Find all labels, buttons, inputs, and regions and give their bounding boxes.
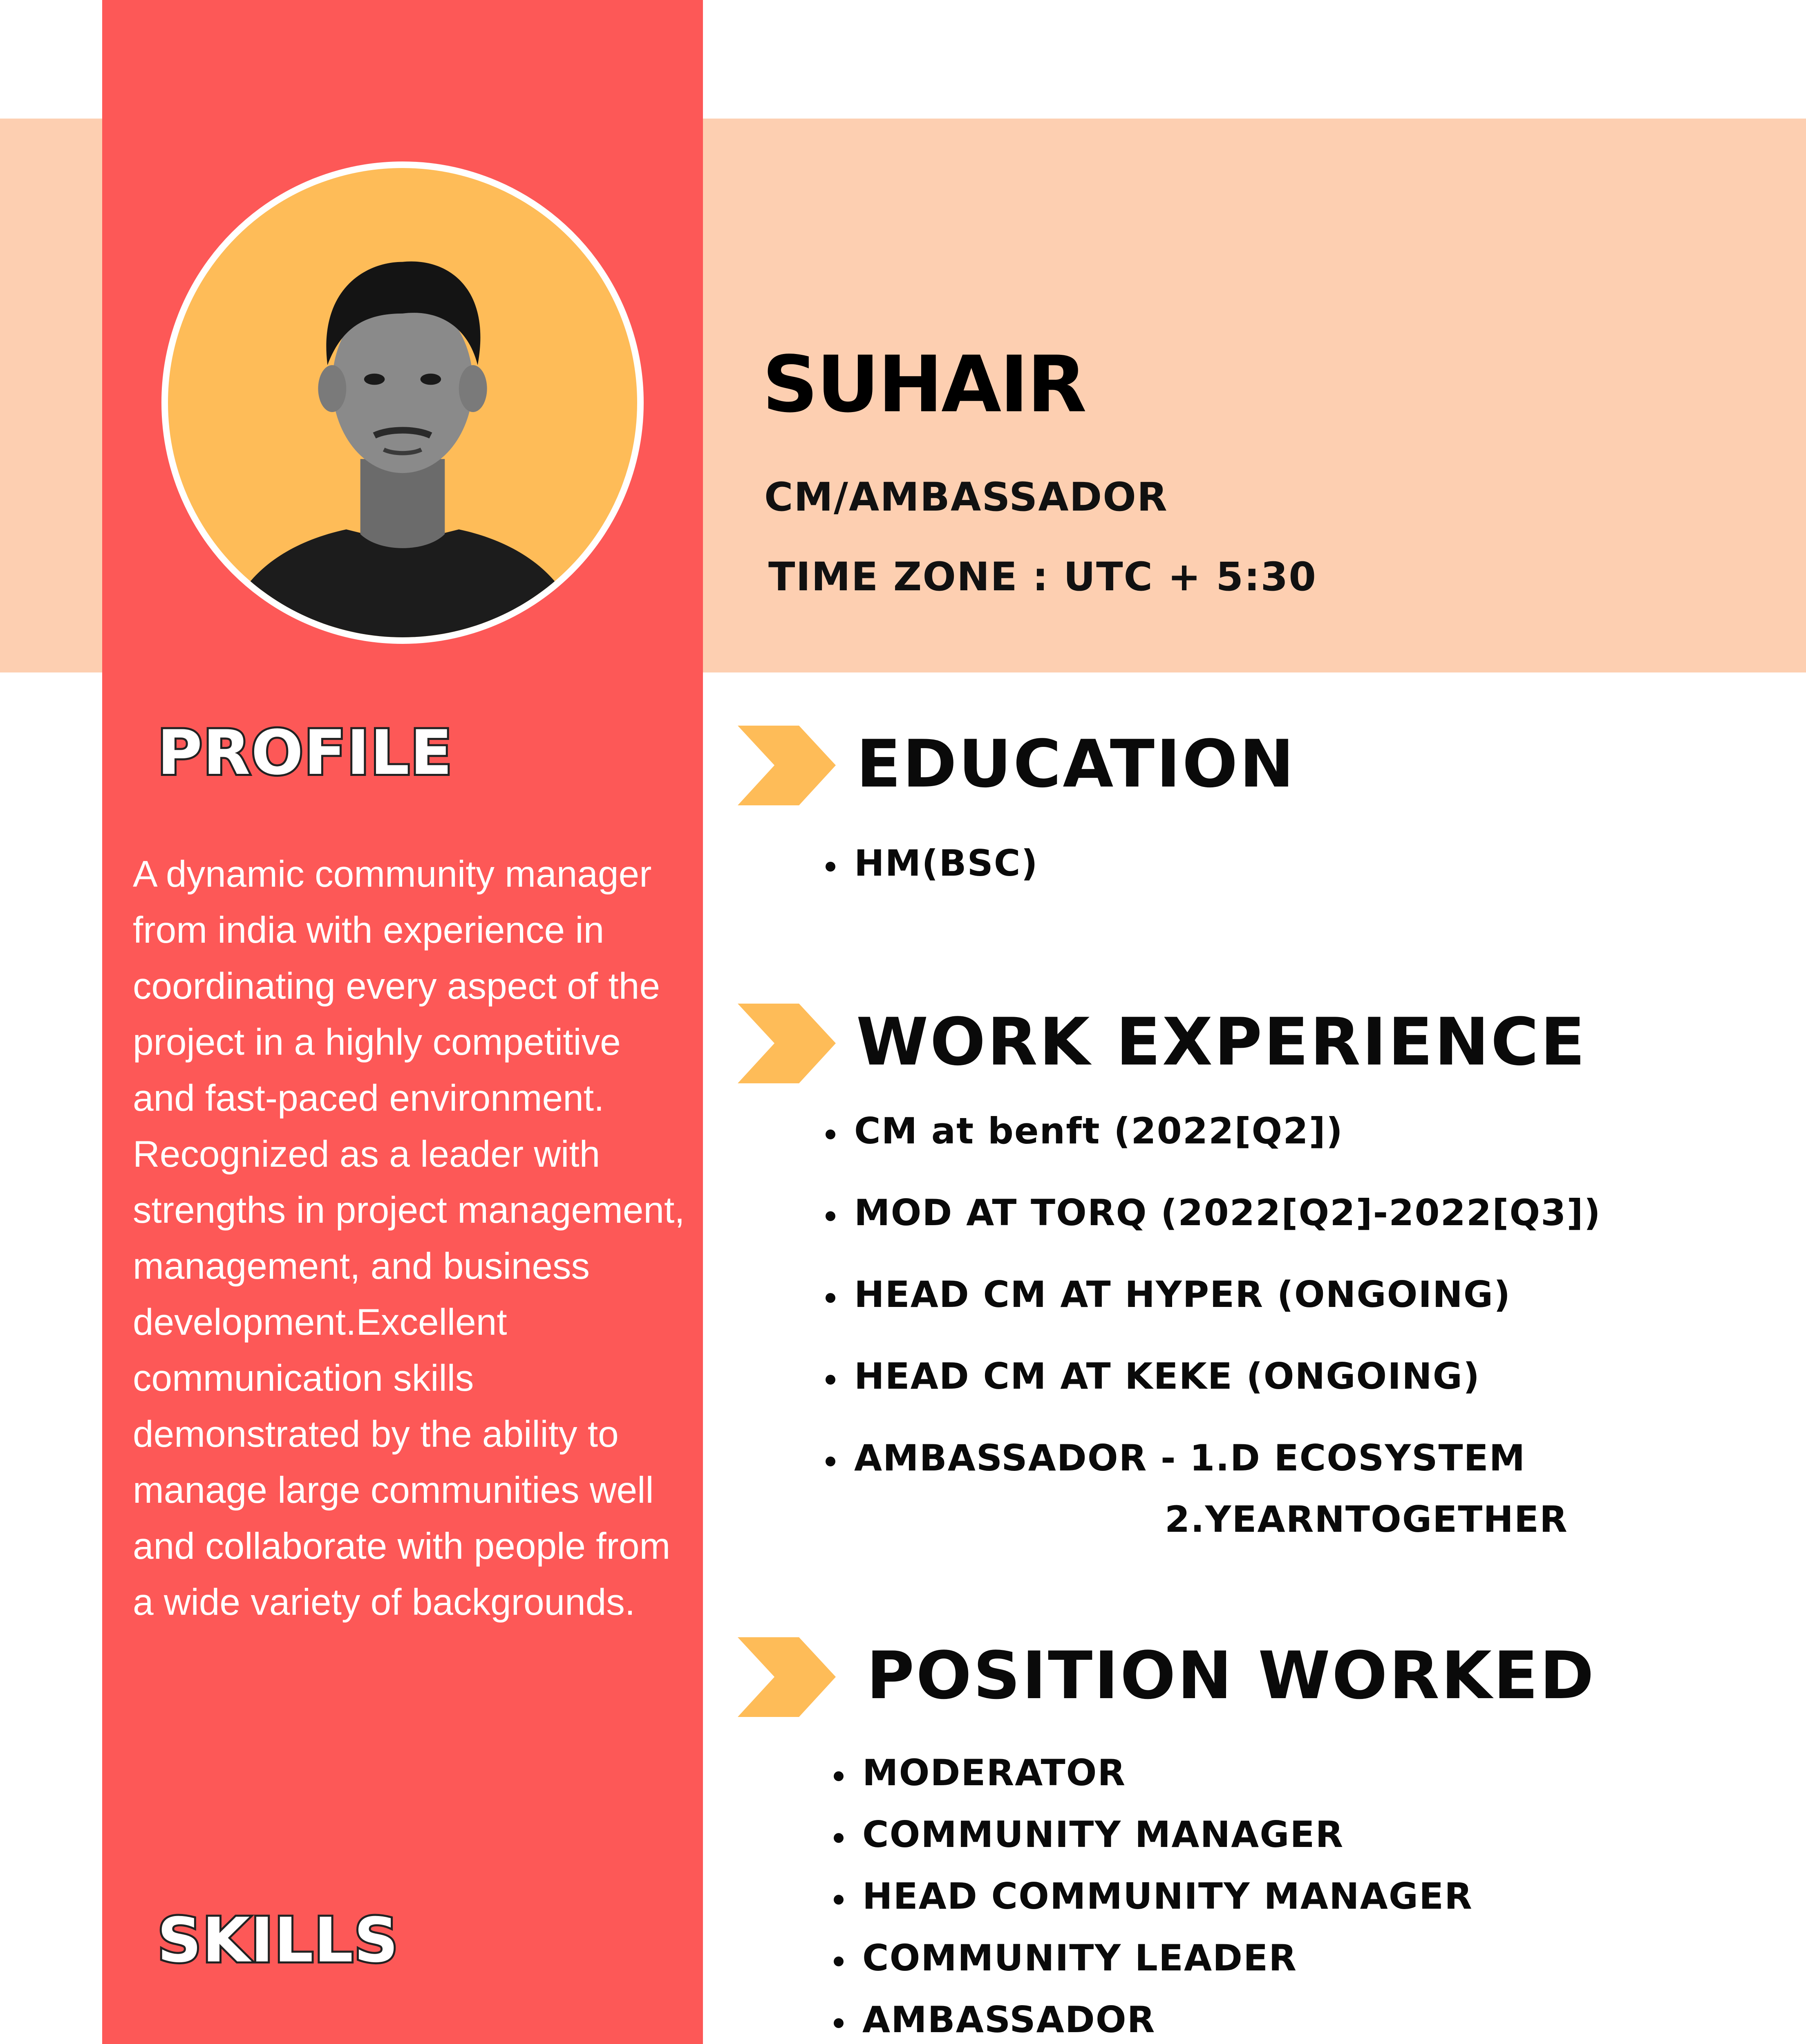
chevron-right-icon (738, 1004, 836, 1083)
ambassador-second-item: 2.YEARNTOGETHER (1165, 1498, 1568, 1540)
list-item: COMMUNITY MANAGER (830, 1813, 1473, 1875)
list-item: HEAD CM AT KEKE (ONGOING) (821, 1355, 1601, 1437)
skills-list (133, 2038, 435, 2044)
list-item: MOD AT TORQ (2022[Q2]-2022[Q3]) (821, 1192, 1601, 1273)
chevron-right-icon (738, 1637, 836, 1717)
list-item: HM(BSC) (821, 842, 1038, 884)
list-item: CM at benft (2022[Q2]) (821, 1110, 1601, 1192)
avatar (161, 161, 644, 644)
list-item: MODERATOR (830, 1752, 1473, 1813)
candidate-role: CM/AMBASSADOR (764, 474, 1168, 520)
candidate-name: SUHAIR (762, 339, 1085, 430)
work-experience-heading: WORK EXPERIENCE (856, 1004, 1587, 1080)
timezone: TIME ZONE : UTC + 5:30 (768, 554, 1317, 600)
profile-heading: PROFILE (157, 717, 453, 789)
list-item: AMBASSADOR (830, 1999, 1473, 2044)
list-item: HEAD COMMUNITY MANAGER (830, 1875, 1473, 1937)
list-item (133, 2038, 435, 2044)
chevron-right-icon (738, 726, 836, 805)
education-heading: EDUCATION (856, 726, 1296, 802)
list-item: COMMUNITY LEADER (830, 1937, 1473, 1999)
skills-heading: SKILLS (157, 1905, 399, 1976)
profile-text: A dynamic community manager from india with experience in coordinating every aspect of the project in a highly competitive and fast-paced environment. Recognized as a leader with strengths in project management, management, and business development.Excellent communication skills demonstrated by the ability to manage large communities well and collaborate with people from a wide variety of backgrounds. (133, 854, 685, 1623)
work-list (821, 1110, 1601, 1498)
list-item: AMBASSADOR - 1.D ECOSYSTEM (821, 1437, 1601, 1498)
education-list (821, 842, 1038, 884)
position-worked-heading: POSITION WORKED (866, 1637, 1596, 1714)
list-item: HEAD CM AT HYPER (ONGOING) (821, 1273, 1601, 1355)
positions-list (830, 1752, 1473, 2044)
person-photo-icon (168, 168, 637, 637)
